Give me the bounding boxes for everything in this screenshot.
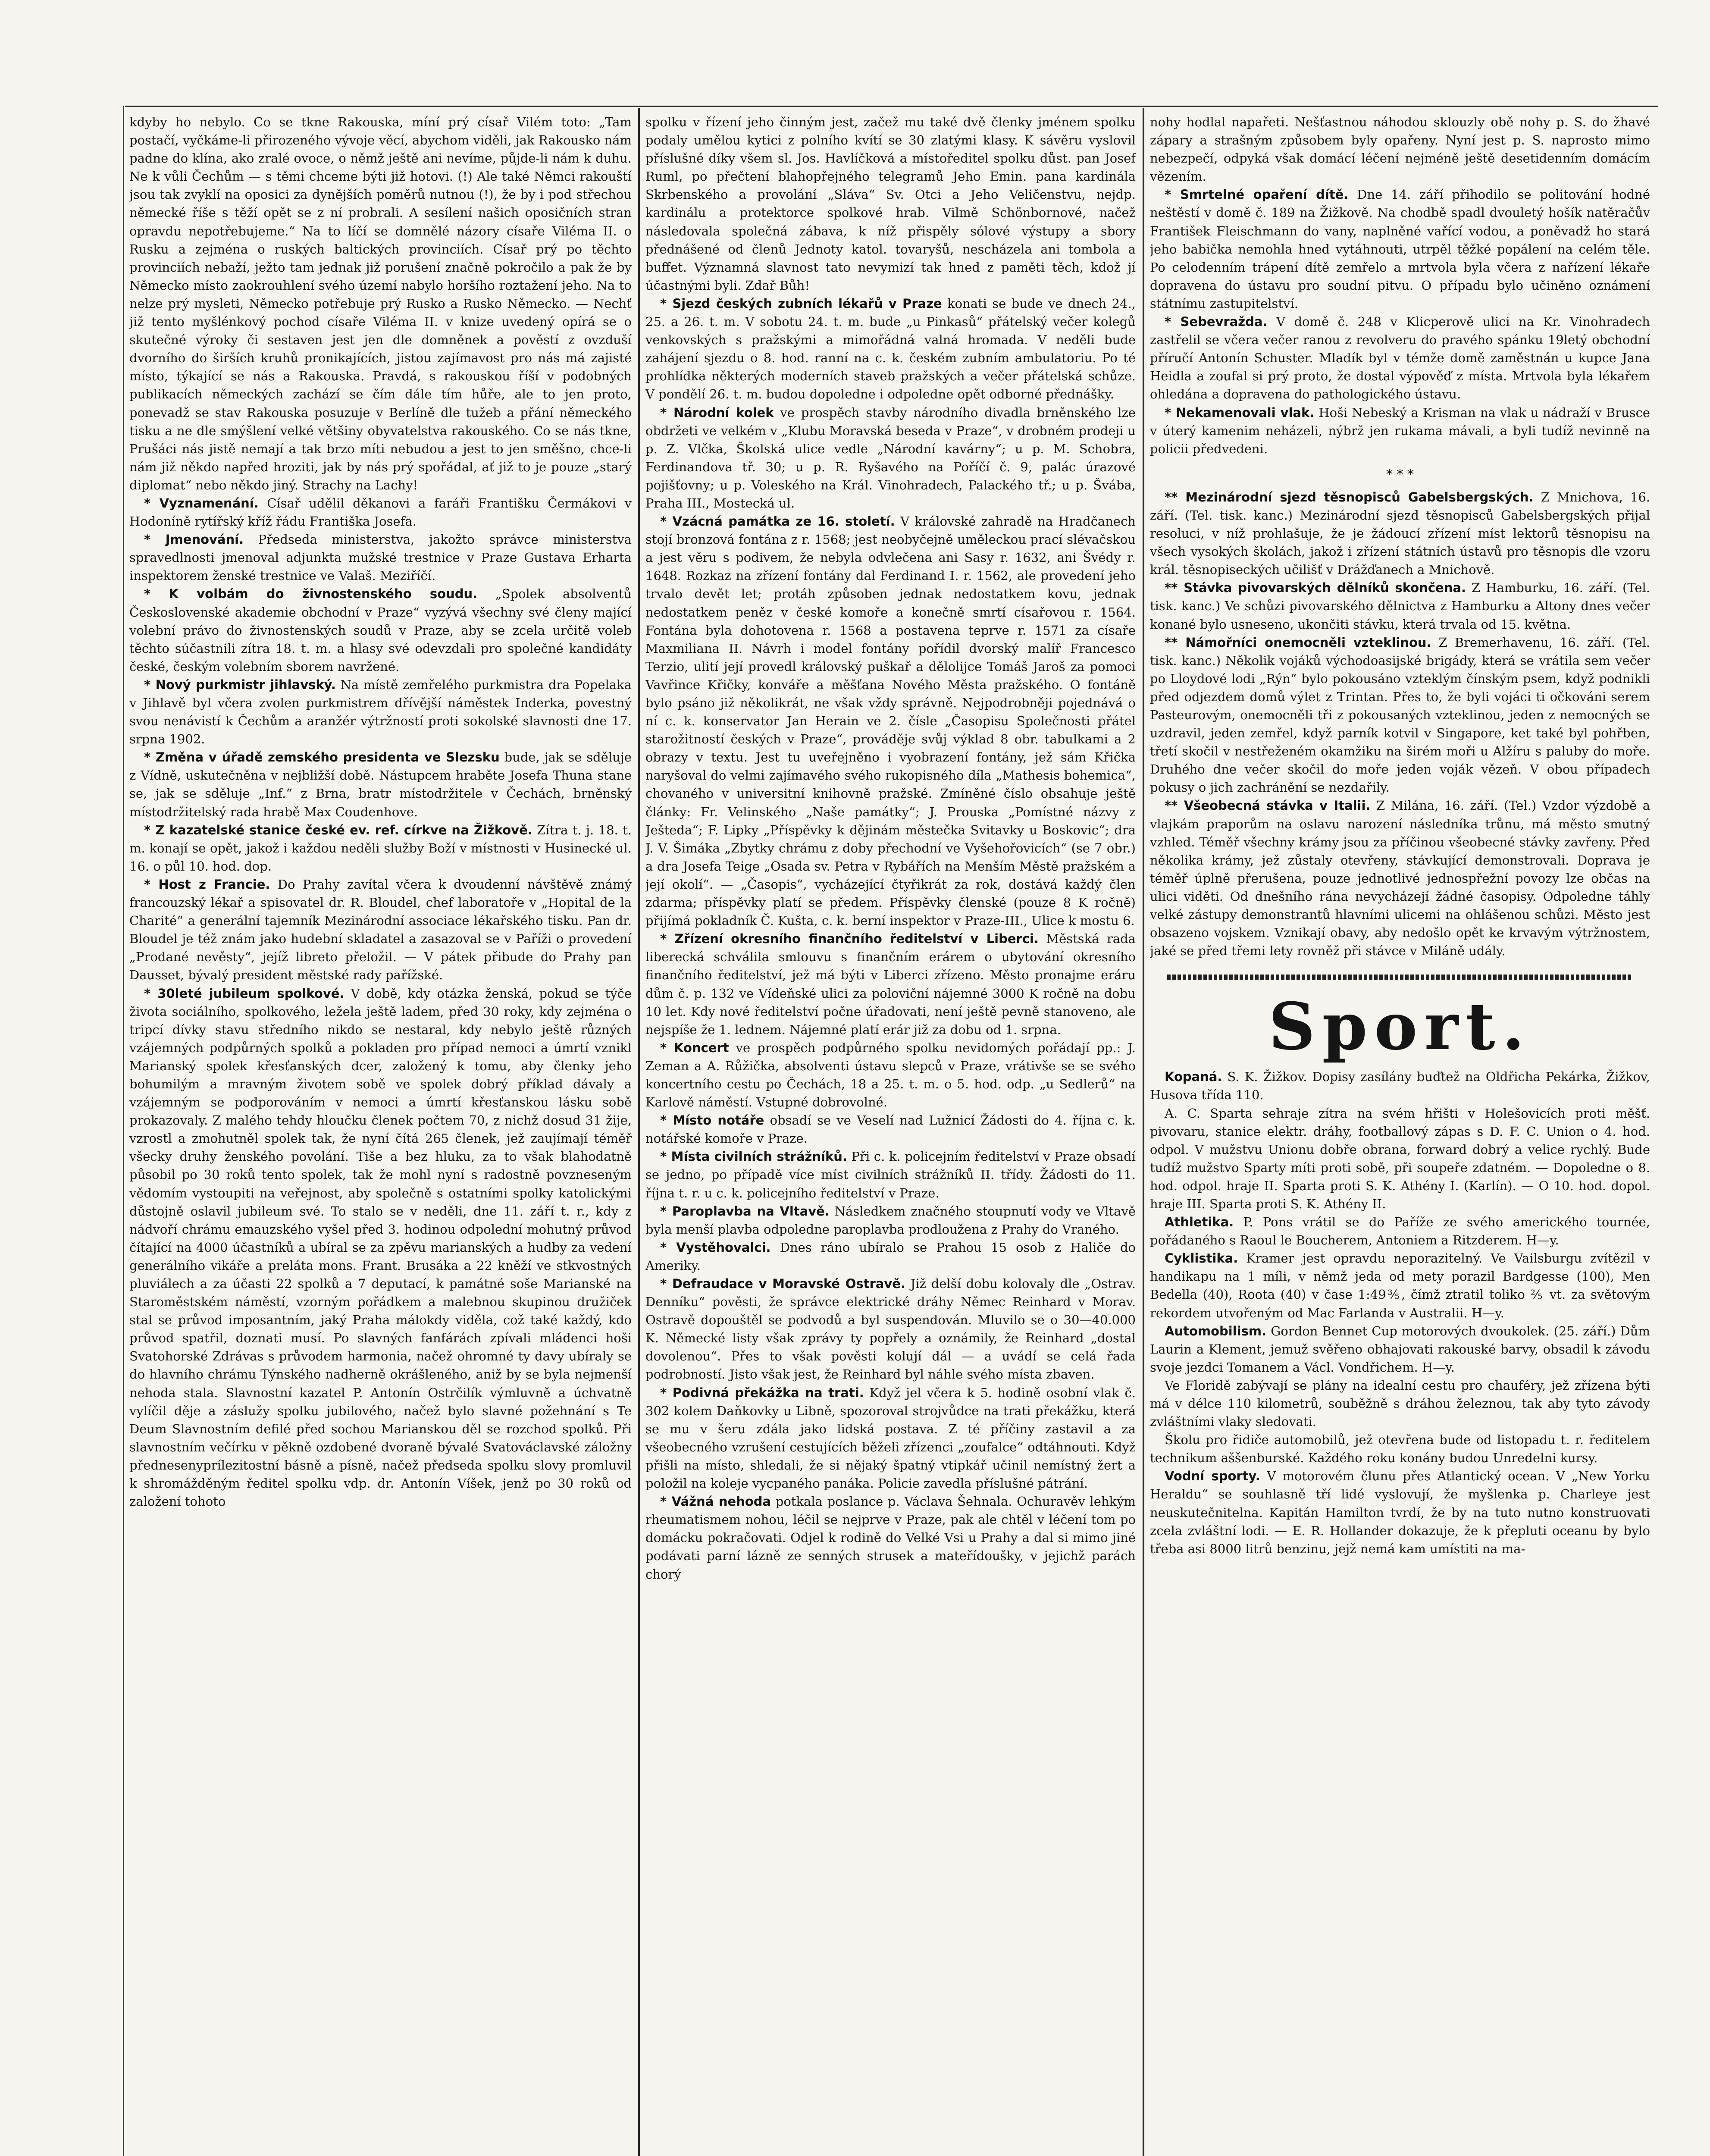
article-text: ve prospěch stavby národního divadla brněnského lze obdržeti ve velkém v „Klubu Moravská beseda v Praze“, v drobném prodeji u p. Z. Vlčka, Školská ulice vedle „Národní kavárny“; u p. M. Schobra, Ferdinandova tř. 30; u p. R. Ryšavého na Poříčí č. 9, palác úrazové pojišťovny; u p. Voleského na Král. Vinohradech, Palackého tř.; u p. Švába, Praha III., Mostecká ul. [645,405,1136,511]
article-heading: * Vystěhovalci. [660,1240,771,1255]
article-heading: Cyklistika. [1165,1251,1238,1266]
article-paragraph [645,113,1136,295]
article-paragraph [129,530,632,585]
article-text: spolku v řízení jeho činným jest, začež mu také dvě členky jménem spolku podaly umělou kytici z polního kvítí se 30 zlatými klasy. K sávěru vyslovil příslušné díky všem sl. Jos. Havlíčková a místoředitel spolku důst. pan Josef Ruml, po přečtení blahopřejného telegramů Jeho Emin. pana kardinála Skrbenského a provolání „Sláva“ Sv. Otci a Jeho Veličenstvu, nejdp. kardinálu a protektorce spolkové hrab. Vilmě Schönbornové, načež následovala společná zábava, k níž přispěly sólové výstupy a sbory přednášené od členů Jednoty katol. tovaryšů, nescházela ani tombola a buffet. Významná slavnost tato nevymizí tak hned z paměti těch, kdož jí účastnými byli. Zdař Bůh! [645,115,1136,293]
article-heading: * Sebevražda. [1165,314,1268,329]
article-text: bude, jak se sděluje z Vídně, uskutečněna v nejbližší době. Nástupcem hraběte Josefa Thuna stane se, jak se sděluje „Inf.“ z Brna, bratr místodržitele v Čechách, brněnský místodržitelský rada hrabě Max Coudenhove. [129,750,632,819]
article-paragraph [645,1147,1136,1202]
article-paragraph [129,821,632,875]
article-paragraph [645,1492,1136,1583]
article-heading: * Místo notáře [660,1113,764,1128]
column-3 [1150,113,1650,2156]
article-paragraph [129,748,632,821]
article-text: Městská rada liberecká schválila smlouvu s finančním erárem o ubytování okresního finančního ředitelství, jež má býti v Liberci zřízeno. Město pronajme eráru dům č. p. 132 ve Vídeňské ulici za poloviční nájemné 3000 K ročně na dobu 10 let. Kdy nové ředitelství počne úřadovati, není ještě pevně stanoveno, ale nejspíše že 1. lednem. Nájemné platí erár již za dobu od 1. srpna. [645,931,1136,1037]
article-heading: ** Mezinárodní sjezd těsnopisců Gabelsbergských. [1165,489,1534,505]
article-paragraph [1150,1068,1650,1104]
article-paragraph [1150,488,1650,579]
article-heading: * Z kazatelské stanice české ev. ref. církve na Žižkově. [144,822,532,837]
article-text: Dnes ráno ubíralo se Prahou 15 osob z Haliče do Ameriky. [645,1240,1136,1273]
article-paragraph [1150,1322,1650,1376]
article-paragraph [1150,185,1650,313]
article-heading: * Vážná nehoda [660,1494,771,1509]
article-paragraph [1150,1376,1650,1431]
article-heading: * K volbám do živnostenského soudu. [144,586,478,602]
article-paragraph [1150,1431,1650,1467]
article-paragraph [129,494,632,530]
article-heading: * Vyznamenání. [144,495,259,511]
article-text: P. Pons vrátil se do Paříže ze svého amerického tournée, pořádaného s Raoul le Boucherem, Antoniem a Ritzderem. H—y. [1150,1215,1650,1248]
article-text: ve prospěch podpůrného spolku nevidomých pořádají pp.: J. Zeman a A. Růžička, absolventi ústavu slepců v Praze, vrátivše se se svého koncertního cestu po Čechách, 18 a 25. t. m. o 5. hod. odp. „u Sedlerů“ na Karlově náměstí. Vstupné dobrovolné. [645,1040,1136,1110]
article-heading: * Změna v úřadě zemského presidenta ve Slezsku [144,750,500,765]
article-text: Následkem značného stoupnutí vody ve Vltavě byla menší plavba odpoledne paroplavba prodloužena z Prahy do Vraného. [645,1203,1136,1237]
column-divider-1 [638,108,640,2156]
article-paragraph [1150,1467,1650,1557]
article-heading: Automobilism. [1165,1323,1267,1338]
article-heading: * Koncert [660,1040,729,1055]
article-heading: * Defraudace v Moravské Ostravě. [660,1276,905,1291]
column-1 [129,113,632,2156]
article-text: obsadí se ve Veselí nad Lužnicí Žádosti do 4. října c. k. notářské komoře v Praze. [645,1113,1136,1146]
article-heading: * Jmenování. [144,532,244,547]
article-heading: * Sjezd českých zubních lékařů v Praze [660,296,942,311]
article-heading: * 30leté jubileum spolkové. [144,986,345,1001]
article-paragraph [645,1238,1136,1275]
article-heading: Athletika. [1165,1215,1234,1230]
article-heading: ** Všeobecná stávka v Italii. [1165,798,1371,813]
left-margin-rule [123,106,124,2156]
article-text: kdyby ho nebylo. Co se tkne Rakouska, míní prý císař Vilém toto: „Tam postačí, vyčkáme-li přirozeného vývoje věcí, abychom viděli, jak Rakousko nám padne do klína, ako zralé ovoce, o němž ještě ani nevíme, půjde-li nám k duhu. Ne k vůli Čechům — s těmi chceme býti již hotovi. (!) Ale také Němci rakouští jsou tak zvyklí na oposici za dynějších poměrů nutnou (!), že by i pod střechou německé říše s těží opět se z ní probrali. A sesílení našich oposičních stran opravdu nepotřebujeme.“ Na to líčí se domnělé názory císaře Viléma II. o Rusku a zejména o ruských baltických provinciích. Císař prý po těchto provinciích nebaží, ježto tam jednak již porušení značně pokročilo a pak že by Německo místo zaokrouhlení svého území nabylo horšího roztažení jeho. Na to nelze prý mysleti, Německo potřebuje prý Rusko a Rusko Německo. — Nechť již tento myšlénkový pochod císaře Viléma II. v knize uvedený opírá se o skutečné výroky či sestaven jest jen dle domněnek a pověstí z ovzduší dvorního do širších kruhů pronikajících, jistou zajímavost pro nás má zajisté místo, týkající se nás a Rakouska. Pravdá, s rakouskou říší v podobných publikacích německých zachází se čím dále tím hůře, ale to jen proto, ponevadž se stav Rakouska posuzuje v Berlíně dle tužeb a přání německého tisku a ne dle smýšlení velké většiny obyvatelstva rakouského. Co se nás tkne, Prušáci nás jistě nemají a tak brzo míti nebudou a jest to jen směšno, chce-li nám již někdo napřed hroziti, jak by nás prý spořádal, ať již to je pouze „starý diplomat“ nebo někdo jiný. Strachy na Lachy! [129,115,632,492]
article-text: „Spolek absolventů Československé akademie obchodní v Praze“ vyzývá všechny své členy mající volební právo do živnostenských soudů v Praze, aby se zcela určitě voleb těchto súčastnili zítra 18. t. m. a hlasy své odevzdali pro společné kandidáty české, českým volebním sborem navržené. [129,586,632,674]
article-paragraph [1150,796,1650,960]
article-text: Z Bremerhavenu, 16. září. (Tel. tisk. kanc.) Několik vojáků východoasijské brigády, která se vrátila sem večer po Lloydové lodi „Rýn“ bylo pokousáno vzteklým čínským psem, když podnikli před odjezdem domů výlet z Trintan. Přes to, že byli vojáci ti očkováni serem Pasteurovým, onemocněli tři z pokousaných vzteklinou, jeden z nemocných se uzdravil, jeden zemřel, když parník kotvil v Singapore, ket také byl pohřben, třetí skočil v nestřeženém okamžiku na širém moři u Alžíru s paluby do moře. Druhého dne večer skočil do moře jeden voják vězeň. V obou případech pokusy o jich zachránění se nezdařily. [1150,635,1650,795]
article-text: Již delší dobu kolovaly dle „Ostrav. Denníku“ pověsti, že správce elektrické dráhy Němec Reinhard v Morav. Ostravě dopouštěl se podvodů a byl suspendován. Mluvilo se o 30—40.000 K. Německé listy však zprávy ty popřely a oznámily, že Reinhard „dostal dovolenou“. Přes to však pověsti kolují dál — a uvádí se celá řada podrobností. Jisto však jest, že Reinhard byl náhle svého místa zbaven. [645,1276,1136,1382]
article-heading: * Nekamenovali vlak. [1165,405,1315,420]
section-title-sport: Sport. [1268,989,1531,1065]
article-paragraph [1150,579,1650,633]
article-heading: * Místa civilních strážníků. [660,1149,847,1164]
article-paragraph [645,295,1136,404]
article-paragraph [1150,313,1650,403]
article-text: Školu pro řidiče automobilů, jež otevřena bude od listopadu t. r. ředitelem technikum aššenburské. Každého roku konány budou Unredelni kursy. [1150,1432,1650,1466]
article-text: Dne 14. září přihodilo se politování hodné neštěstí v domě č. 189 na Žižkově. Na chodbě spadl dvouletý hošík natěračův František Fleischmann do vany, naplněné vařící vodou, a poněvadž ho stará jeho babička nemohla hned vytáhnouti, utrpěl těžké popálení na celém těle. Po celodenním trápení dítě zemřelo a mrtvola byla včera z nařízení lékaře dopravena do ústavu pro soudní pitvu. O případu bylo učiněno oznámení státnímu zastupitelství. [1150,187,1650,311]
top-rule [125,106,1658,107]
article-text: nohy hodlal napařeti. Nešťastnou náhodou sklouzly obě nohy p. S. do žhavé zápary a strašným způsobem byly opařeny. Nyní jest p. S. naprosto mimo nebezpečí, odpyká však domácí léčení nejméně ještě desetidenním domácím vězením. [1150,115,1650,184]
article-text: Císař udělil děkanovi a faráři Františku Čermákovi v Hodoníně rytířský kříž řádu Františka Josefa. [129,495,632,529]
section-ornament: * * * [1386,467,1414,482]
article-heading: ** Stávka pivovarských dělníků skončena. [1165,580,1466,595]
article-text: Z Hamburku, 16. září. (Tel. tisk. kanc.) Ve schůzi pivovarského dělnictva z Hamburku a Altony dnes večer konané bylo usneseno, ukončiti stávku, která trvala od 15. května. [1150,580,1650,632]
article-heading: Vodní sporty. [1165,1469,1260,1484]
column-2 [645,113,1136,2156]
article-paragraph [1150,404,1650,458]
article-text: Zítra t. j. 18. t. m. konají se opět, jakož i každou neděli služby Boží v místnosti v Husinecké ul. 16. o půl 10. hod. dop. [129,822,632,874]
article-heading: * Podivná překážka na trati. [660,1385,864,1400]
article-heading: Kopaná. [1165,1069,1222,1084]
article-heading: * Vzácná památka ze 16. století. [660,514,895,529]
article-paragraph [645,1202,1136,1238]
article-text: Z Mnichova, 16. září. (Tel. tisk. kanc.) Mezinárodní sjezd těsnopisců Gabelsbergských přijal resoluci, v níž prohlašuje, že je žádoucí zřízení míst lektorů těsnopisu na všech vysokých školách, jakož i zřízení státních ústavů pro těsnopis dle vzoru král. těsnopiseckých učilišť v Drážďanech a Mnichově. [1150,489,1650,577]
article-paragraph [1150,1104,1650,1213]
article-paragraph [129,875,632,984]
article-paragraph [645,404,1136,513]
article-paragraph [645,1275,1136,1384]
article-paragraph [129,113,632,494]
article-text: Do Prahy zavítal včera k dvoudenní návštěvě známý francouzský lékař a spisovatel dr. R. Bloudel, chef laboratoře v „Hopital de la Charité“ a generální tajemník Mezinárodní associace lékařského tisku. Pan dr. Bloudel je též znám jako hudební skladatel a zasazoval se v Paříži o provedení „Prodané nevěsty“, jejíž libreto přeložil. — V pátek přibude do Prahy pan Dausset, bývalý president městské rady pařížské. [129,877,632,983]
article-heading: * Nový purkmistr jihlavský. [144,677,336,692]
article-text: V době, kdy otázka ženská, pokud se týče života sociálního, spolkového, ležela ještě ladem, před 30 roky, kdy zejména o tripcí dívky stavu středního nikdo se nestaral, kdy nebylo ještě různých vzájemných podpůrných spolků a pokladen pro případ nemoci a úmrtí vznikl Marianský spolek křesťanských dcer, založený k tomu, aby členky jeho bohumilým a mravným životem sobě ve spolek dobrý příklad dávaly a vzájemným se podporováním v nemoci a úmrtí křesťanskou lásku sobě prokazovaly. Z malého tehdy hloučku členek počtem 70, z nichž dosud 31 žije, vzrostl a zmohutněl spolek tak, že nyní čítá 265 členek, jež zaujímají téměř všecky druhy ženského povolání. Tiše a bez hluku, za to však blahodatně působil po 30 roků tento spolek, tak že mohl nyní s radostně povzneseným vědomím vystoupiti na veřejnost, aby společně s ostatními spolky katolickými důstojně oslavil jubileum své. To stalo se v neděli, dne 11. září t. r., kdy z nádvoří chrámu emauzského vyšel před 3. hodinou odpolední mohutný průvod čítající na 4000 účastníků a ubíral se za zpěvu marianských a hudby za vedení generálního vikáře a preláta mons. Frant. Brusáka a 22 kněží ve stkvostných pluviálech a za účasti 22 spolků a 7 deputací, k památné soše Marianské na Staroměstském náměstí, vzorným pořádkem a malebnou skupinou družiček stal se průvod imposantním, jaký Praha málokdy viděla, což také každý, kdo průvod spatřil, doznati musí. Po slavných fanfárách zpívali mládenci hoši Svatohorské Zdrávas s průvodem harmonia, načež ohromné ty davy ubíraly se do hlavního chrámu Týnského nadherně okrášleného, aniž by se byla nejmenší nehoda stala. Slavnostní kazatel P. Antonín Ostrčilík výmluvně a úchvatně vylíčil děje a záslužy spolku jubilového, načež bylo slavné požehnání s Te Deum Slavnostním defilé před sochou Marianskou děl se rozchod spolků. Při slavnostním večírku v pěkně ozdobené dvoraně bývalé Svatováclavské záložny přednesenyprílezitostní básně a písně, načež předseda spolku slovy promluvil k shromážděným ředitel spolku vdp. dr. Antonín Víšek, jenž po 30 roků od založení tohoto [129,986,632,1509]
column-divider-2 [1143,108,1144,2156]
article-text: Hoši Nebeský a Krisman na vlak u nádraží v Brusce v úterý kamenim neházeli, nýbrž jen rukama mávali, a byli tudíž nevinně na policii předvedeni. [1150,405,1650,456]
article-paragraph [645,1111,1136,1147]
article-text: Gordon Bennet Cup motorových dvoukolek. (25. září.) Dům Laurin a Klement, jemuž svěřeno obhajovati rakouské barvy, obsadil k závodu svoje jezdci Tomanem a Václ. Vondřichem. H—y. [1150,1323,1650,1375]
article-text: V domě č. 248 v Klicperově ulici na Kr. Vinohradech zastřelil se včera večer ranou z revolveru do pravého spánku 19letý obchodní příručí Antonín Schuster. Mladík byl v témže domě zaměstnán u kupce Jana Heidla a zoufal si prý proto, že dostal výpověď z místa. Mrtvola byla lékařem ohledána a dopravena do pathologického ústavu. [1150,314,1650,402]
article-text: Z Milána, 16. září. (Tel.) Vzdor výzdobě a vlajkám praporům na oslavu narození následníka trůnu, má město smutný vzhled. Téměř všechny krámy jsou za příčinou všeobecné stávky zavřeny. Před několika krámy, jež zůstaly otevřeny, stávkující demonstrovali. Doprava je téměř úplně přerušena, pouze jednotlivé jednospřežní povozy lze občas na ulici viděti. Od dnešního rána nevycházejí žádné časopisy. Odpoledne táhly velké zástupy demonstrantů hlavními ulicemi na ohlášenou schůzi. Město jest obsazeno vojskem. Vznikají obavy, aby nedošlo opět ke krvavým výtržnostem, jaké se před třemi lety rovněž při stávce v Miláně udály. [1150,798,1650,959]
article-paragraph [1150,113,1650,185]
article-paragraph [1150,633,1650,797]
article-paragraph [1150,1213,1650,1249]
article-heading: * Paroplavba na Vltavě. [660,1203,830,1219]
article-text: konati se bude ve dnech 24., 25. a 26. t. m. V sobotu 24. t. m. bude „u Pinkasů“ přátelský večer kolegů venkovských s pražskými a mimořádná valná hromada. V neděli bude zahájení sjezdu o 8. hod. ranní na c. k. českém zubním ambulatoriu. Po té prohlídka některých moderních staveb pražských a večer přátelská schůze. V pondělí 26. t. m. budou dopoledne i odpoledne opět odborné přednášky. [645,296,1136,402]
article-heading: ** Námořníci onemocněli vzteklinou. [1165,635,1431,650]
article-text: potkala poslance p. Václava Šehnala. Ochuravěv lehkým rheumatismem nohou, léčil se nejprve v Praze, pak ale chtěl v léčení tom po domácku pokračovati. Odjel k rodině do Velké Vsi u Prahy a dal si mimo jiné podávati parní lázně ze senných strusek a mateřídoušky, v jejichž parách chorý [645,1494,1136,1582]
article-text: Při c. k. policejním ředitelství v Praze obsadí se jedno, po případě více míst civilních strážníků II. třídy. Žádosti do 11. října t. r. u c. k. policejního ředitelství v Praze. [645,1149,1136,1200]
article-text: V královské zahradě na Hradčanech stojí bronzová fontána z r. 1568; jest neobyčejně uměleckou prací slévačskou a jest věru s podivem, že nebyla odvlečena ani Sasy r. 1632, ani Švédy r. 1648. Rozkaz na zřízení fontány dal Ferdinand I. r. 1562, ale provedení jeho trvalo devět let; protáh způsoben jednak nedostatkem kovu, jednak nedostatkem peněz v české komoře a konečně smrtí císařovou r. 1564. Fontána byla dohotovena r. 1568 a postavena teprve r. 1571 za císaře Maxmiliana II. Návrh i model fontány pořídil dvorský malíř Francesco Terzio, ulití její provedl královský puškař a dělolijce Tomáš Jaroš za pomoci Vavřince Křičky, konváře a měšťana Nového Města pražského. O fontáně bylo psáno již několikrát, ne však vždy správně. Nejpodrobněji pojednává o ní c. k. konservator Jan Herain ve 2. čísle „Časopisu Společnosti přátel starožitností českých v Praze“, prováděje svůj výklad 8 obr. tabulkami a 2 obrazy v textu. Jest tu uveřejněno i vyobrazení fontány, jež sám Křička naryšoval do velmi zajímavého svého rukopisného díla „Mathesis bohemica“, chovaného v universitní knihovně pražské. Zmíněné číslo obsahuje ještě články: Fr. Velinského „Naše památky“; J. Prouska „Pomístné názvy z Ješteda“; F. Lipky „Příspěvky k dějinám městečka Svitavky u Boskovic“; dra J. V. Šimáka „Zbytky chrámu z doby přechodní ve Vyšehořovicích“ (se 7 obr.) a dra Josefa Teige „Osada sv. Petra v Rybářích na Menším Městě pražském a její okolí“. — „Časopis“, vycházející čtyřikrát za rok, dostává každý člen zdarma; příspěvky platí se předem. Příspěvky členské (pouze 8 K ročně) přijímá pokladník Č. Kušta, c. k. berní inspektor v Praze-III., Ulice k mostu 6. [645,514,1136,928]
article-heading: * Smrtelné opaření dítě. [1165,187,1349,202]
article-paragraph [645,1039,1136,1111]
article-text: A. C. Sparta sehraje zítra na svém hřišti v Holešovicích proti měšť. pivovaru, stanice elektr. dráhy, footballový zápas s D. F. C. Union o 4. hod. odpol. V mužstvu Unionu dobře obrana, forward dobrý a velice rychlý. Bude tudíž mužstvo Sparty míti proti sobě, při soupeře zdatném. — Dopoledne o 8. hod. odpol. hraje II. Sparta proti S. K. Athény I. (Karlín). — O 10. hod. dopol. hraje III. Sparta proti S. K. Athény II. [1150,1106,1650,1211]
article-text: Když jel včera k 5. hodině osobní vlak č. 302 kolem Daňkovky u Libně, spozoroval strojvůdce na trati překážku, která se mu v šeru zdála jako lidská postava. Z té příčiny zastavil a za všeobecného vzrušení cestujících běželi zřízenci „zoufalce“ odtáhnouti. Když přišli na místo, shledali, že si nějaký špatný vtipkář učinil nemístný žert a položil na koleje vycpaného panáka. Policie zavedla příslušné pátrání. [645,1385,1136,1491]
article-text: S. K. Žižkov. Dopisy zasílány buďtež na Oldřicha Pekárka, Žižkov, Husova třída 110. [1150,1069,1650,1103]
article-paragraph [129,585,632,675]
article-text: Předseda ministerstva, jakožto správce ministerstva spravedlnosti jmenoval adjunkta mužské trestnice v Praze Gustava Erharta inspektorem ženské trestnice ve Valaš. Meziříčí. [129,532,632,583]
article-heading: * Národní kolek [660,405,774,420]
article-paragraph [1150,1249,1650,1322]
article-text: Na místě zemřelého purkmistra dra Popelaka v Jihlavě byl včera zvolen purkmistrem dřívější náměstek Inderka, povestný svou nenávistí k Čechům a aranžér výtržností proti sokolské slavnosti dne 17. srpna 1902. [129,677,632,747]
article-heading: * Host z Francie. [144,877,270,892]
article-paragraph [645,930,1136,1039]
article-paragraph [645,1384,1136,1493]
article-heading: * Zřízení okresního finančního ředitelství v Liberci. [660,931,1039,946]
article-text: Ve Floridě zabývají se plány na idealní cestu pro chauféry, jež zřízena býti má v délce 110 kilometrů, souběžně s dráhou železnou, tak aby tyto závody zvláštními vlaky sledovati. [1150,1378,1650,1429]
article-paragraph [129,984,632,1511]
article-text: V motorovém člunu přes Atlantický ocean. V „New Yorku Heraldu“ se souhlasně tří lidé vyslovují, že myšlenka p. Charleye jest neuskutečnitelna. Kapitán Hamilton tvrdí, že by na tuto nutno konstruovati zcela zvláštní lodi. — E. R. Hollander dokazuje, že k přepluti oceanu by bylo třeba asi 8000 litrů benzinu, jejž nemá kam umístiti na ma- [1150,1469,1650,1556]
article-paragraph [645,512,1136,930]
article-paragraph [129,676,632,748]
section-divider [1167,975,1633,980]
article-text: Kramer jest opravdu neporazitelný. Ve Vailsburgu zvítězil v handikapu na 1 míli, v němž jeda od mety porazil Bardgesse (100), Men Bedella (40), Roota (40) v čase 1:49⅗, čímž ztratil toliko ⅖ vt. za světovým rekordem utvořeným od Mac Farlanda v Australii. H—y. [1150,1251,1650,1320]
